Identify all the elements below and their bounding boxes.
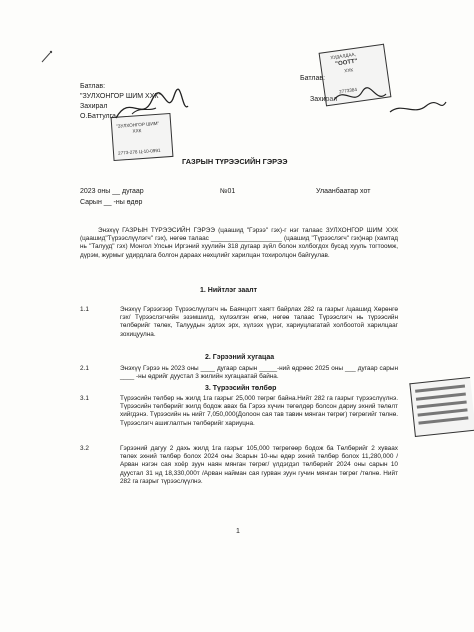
partial-seal-right-edge	[409, 377, 474, 437]
approve-label-right: Батлав:	[300, 75, 326, 82]
company-name-left: "ЗУЛХОНГОР ШИМ ХХК"	[80, 93, 161, 100]
section-2-title: 2. Гэрээний хугацаа	[205, 354, 275, 361]
section-3-title: 3. Түрээсийн төлбөр	[205, 385, 277, 392]
page-number: 1	[236, 528, 240, 535]
contract-number: №01	[220, 188, 236, 195]
seal-right-line4: 2773384	[338, 87, 358, 95]
clause-3-2-text: Гэрээний дагуу 2 дахь жилд 1га газрыг 105,000 төгрөгөөр бодож ба Төлбөрийг 2 хуваах төлөх эхний төлбөр болох 2024 оны 3сарын 10-ны өдөр эхний төлбөр болох 11,280,000 /Арван нэгэн сая хоёр зуун наян мянган төгрөг/ үлдэгдэл төлбөрийг 2024 оны сарын 10 дуустал 31 нд 18,330,000т /Арван найман сая гурван зуун гучин мянган төгрөг /төлнө. Нийт 282 га газрыг түрээслүүлнэ.	[120, 445, 398, 485]
director-label-right: Захирал	[310, 96, 338, 103]
clause-2-1-number: 2.1	[80, 365, 89, 372]
city-name: Улаанбаатар хот	[316, 188, 371, 195]
seal-pattern-icon	[410, 378, 474, 436]
pen-mark-icon	[40, 50, 54, 64]
clause-1-1-text: Энэхүү Гэрээгээр Түрээслүүлэгч нь Баянцогт хаягт байрлах 282 га газрыг /цаашид Хөрөнгө гэх/ Түрээслэгчийн эзэмшилд, хүлээлгэн өгнө, нөгөө талаас Түрээслэгч нь түрээсийн төлбөрийг төлөх, Талуудын эдлэх эрх, хүлээх үүрэг, хариуцлагатай холбоотой харилцааг зохицуулна.	[120, 306, 398, 338]
date-line-1: 2023 оны __ дугаар	[80, 188, 144, 195]
seal-text-line2: ХХК	[132, 128, 142, 135]
approve-label-left: Батлав:	[80, 83, 106, 90]
document-title: ГАЗРЫН ТҮРЭЭСИЙН ГЭРЭЭ	[182, 157, 288, 166]
seal-text-line1: "ЗУЛХОНГОР ШИМ"	[116, 120, 160, 129]
intro-paragraph: Энэхүү ГАЗРЫН ТҮРЭЭСИЙН ГЭРЭЭ (цаашид "Гэрээ" гэх)-г нэг талаас ЗУЛХОНГОР ШИМ ХХК (цаашид"Түрээслүүлэгч" гэх), нөгөө талаас ____________________ (цаашид "Түрээслэгч" гэх)нар (хамтад нь "Талууд" гэх) Монгол Улсын Иргэний хуулийн 318 дугаар зүйл болон холбогдох бусад хууль тогтоомж, дүрэм, журмыг удирдлага болгон дараах нөхцлийг харилцан тохиролцон байгуулав.	[80, 227, 398, 259]
director-name-left: О.Баттулга	[80, 113, 116, 120]
seal-right-line3: ХХК	[343, 67, 354, 74]
director-label-left: Захирал	[80, 103, 108, 110]
section-1-title: 1. Нийтлэг заалт	[200, 287, 258, 294]
clause-1-1-number: 1.1	[80, 306, 89, 313]
signature-left	[112, 88, 190, 128]
date-line-2: Сарын __ -ны өдөр	[80, 199, 143, 206]
seal-text-line3: 2773-278 Ц-10-0991	[117, 147, 161, 156]
seal-right-line1: ХУДАЛДАА,	[330, 51, 357, 61]
clause-2-1-text: Энэхүү Гэрээ нь 2023 оны ____ дугаар сарын _____-ний өдрөөс 2025 оны ___ дугаар сарын ____ -ны өдрийг дуустал 3 жилийн хугацаатай байна.	[120, 365, 398, 381]
seal-right-line2: "ООТТ"	[335, 58, 358, 69]
clause-3-2-number: 3.2	[80, 445, 89, 452]
signature-right	[330, 82, 450, 122]
clause-3-1-text: Түрээсийн төлбөр нь жилд 1га газрыг 25,000 төгрөг байна.Нийт 282 га газрыг түрээслүүлнэ. Түрээсийн төлбөрийг жилд бодож авах ба Гэрээ хүчин төгөлдөр болсон дариу эхний төлөлт хийгдэнэ. Түрээсийн нь нийт 7,050,000(Долоон сая тав тавин мянган төгрөг) төгрөгийг төлнө. Түрээслэгч ашиглалтын төлбөрийг хариуцна.	[120, 395, 398, 427]
clause-3-1-number: 3.1	[80, 395, 89, 402]
